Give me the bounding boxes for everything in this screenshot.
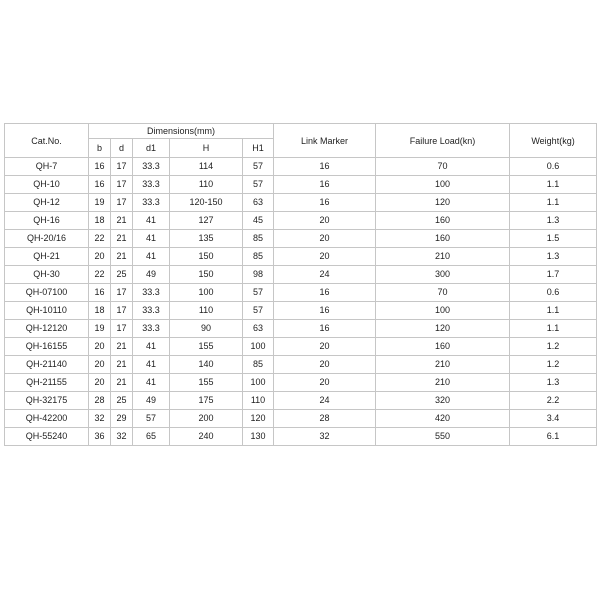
- cell-h1: 98: [243, 266, 274, 284]
- cell-h1: 57: [243, 284, 274, 302]
- cell-b: 20: [89, 338, 111, 356]
- cell-link-marker: 16: [274, 320, 376, 338]
- cell-failure-load: 420: [376, 410, 510, 428]
- cell-b: 19: [89, 320, 111, 338]
- cell-d1: 33.3: [133, 176, 170, 194]
- cell-failure-load: 120: [376, 194, 510, 212]
- table-row: [5, 320, 597, 338]
- table-row: [5, 230, 597, 248]
- cell-d1: 33.3: [133, 194, 170, 212]
- cell-cat-no: QH-21: [5, 248, 89, 266]
- cell-weight: 6.1: [510, 428, 597, 446]
- cell-d1: 41: [133, 374, 170, 392]
- cell-h1: 85: [243, 230, 274, 248]
- cell-b: 16: [89, 158, 111, 176]
- cell-cat-no: QH-21155: [5, 374, 89, 392]
- cell-d1: 41: [133, 230, 170, 248]
- cell-failure-load: 160: [376, 230, 510, 248]
- cell-d: 21: [111, 212, 133, 230]
- header-d1: d1: [133, 139, 170, 158]
- cell-link-marker: 16: [274, 284, 376, 302]
- cell-link-marker: 16: [274, 302, 376, 320]
- table-row: [5, 158, 597, 176]
- cell-link-marker: 20: [274, 212, 376, 230]
- cell-weight: 1.1: [510, 176, 597, 194]
- cell-b: 20: [89, 248, 111, 266]
- cell-h1: 130: [243, 428, 274, 446]
- cell-failure-load: 70: [376, 158, 510, 176]
- cell-h1: 63: [243, 194, 274, 212]
- cell-weight: 1.3: [510, 374, 597, 392]
- table-row: [5, 392, 597, 410]
- cell-d: 21: [111, 356, 133, 374]
- cell-d: 32: [111, 428, 133, 446]
- table-row: [5, 284, 597, 302]
- cell-h: 100: [170, 284, 243, 302]
- cell-d1: 41: [133, 248, 170, 266]
- cell-cat-no: QH-32175: [5, 392, 89, 410]
- cell-b: 22: [89, 230, 111, 248]
- cell-h: 90: [170, 320, 243, 338]
- table-row: [5, 428, 597, 446]
- cell-d: 17: [111, 158, 133, 176]
- cell-weight: 1.7: [510, 266, 597, 284]
- header-d: d: [111, 139, 133, 158]
- header-cat-no: Cat.No.: [5, 124, 89, 158]
- cell-d: 17: [111, 176, 133, 194]
- cell-d1: 65: [133, 428, 170, 446]
- cell-d: 17: [111, 302, 133, 320]
- cell-h: 155: [170, 374, 243, 392]
- table-row: [5, 176, 597, 194]
- header-h: H: [170, 139, 243, 158]
- header-weight: Weight(kg): [510, 124, 597, 158]
- cell-h1: 110: [243, 392, 274, 410]
- cell-d: 21: [111, 338, 133, 356]
- cell-h1: 85: [243, 248, 274, 266]
- table-row: [5, 410, 597, 428]
- cell-link-marker: 16: [274, 158, 376, 176]
- header-h1: H1: [243, 139, 274, 158]
- cell-link-marker: 16: [274, 176, 376, 194]
- cell-h1: 85: [243, 356, 274, 374]
- cell-h1: 57: [243, 302, 274, 320]
- table-row: [5, 338, 597, 356]
- cell-b: 19: [89, 194, 111, 212]
- cell-weight: 1.1: [510, 320, 597, 338]
- cell-failure-load: 100: [376, 302, 510, 320]
- cell-weight: 1.2: [510, 356, 597, 374]
- cell-cat-no: QH-42200: [5, 410, 89, 428]
- table-row: [5, 212, 597, 230]
- cell-d1: 49: [133, 392, 170, 410]
- table-row: [5, 248, 597, 266]
- cell-failure-load: 160: [376, 338, 510, 356]
- cell-failure-load: 320: [376, 392, 510, 410]
- cell-link-marker: 20: [274, 230, 376, 248]
- cell-d: 21: [111, 248, 133, 266]
- cell-cat-no: QH-16: [5, 212, 89, 230]
- cell-link-marker: 32: [274, 428, 376, 446]
- cell-failure-load: 300: [376, 266, 510, 284]
- cell-h1: 120: [243, 410, 274, 428]
- cell-d: 21: [111, 374, 133, 392]
- cell-h: 120-150: [170, 194, 243, 212]
- cell-cat-no: QH-7: [5, 158, 89, 176]
- cell-h: 155: [170, 338, 243, 356]
- cell-weight: 1.1: [510, 302, 597, 320]
- cell-d1: 41: [133, 212, 170, 230]
- cell-link-marker: 28: [274, 410, 376, 428]
- cell-b: 20: [89, 374, 111, 392]
- cell-cat-no: QH-10110: [5, 302, 89, 320]
- cell-failure-load: 100: [376, 176, 510, 194]
- cell-cat-no: QH-21140: [5, 356, 89, 374]
- header-failure-load: Failure Load(kn): [376, 124, 510, 158]
- cell-b: 28: [89, 392, 111, 410]
- cell-d1: 41: [133, 338, 170, 356]
- cell-weight: 1.2: [510, 338, 597, 356]
- cell-h: 200: [170, 410, 243, 428]
- cell-d1: 33.3: [133, 302, 170, 320]
- cell-b: 22: [89, 266, 111, 284]
- cell-b: 36: [89, 428, 111, 446]
- cell-failure-load: 550: [376, 428, 510, 446]
- header-dimensions: Dimensions(mm): [89, 124, 274, 139]
- cell-link-marker: 20: [274, 248, 376, 266]
- cell-failure-load: 160: [376, 212, 510, 230]
- cell-link-marker: 20: [274, 374, 376, 392]
- cell-d: 29: [111, 410, 133, 428]
- cell-cat-no: QH-30: [5, 266, 89, 284]
- cell-b: 16: [89, 176, 111, 194]
- cell-h: 135: [170, 230, 243, 248]
- cell-h: 240: [170, 428, 243, 446]
- table-row: [5, 356, 597, 374]
- cell-failure-load: 210: [376, 356, 510, 374]
- cell-h: 127: [170, 212, 243, 230]
- cell-h: 114: [170, 158, 243, 176]
- cell-h1: 100: [243, 338, 274, 356]
- cell-d: 21: [111, 230, 133, 248]
- cell-h1: 57: [243, 158, 274, 176]
- cell-d1: 49: [133, 266, 170, 284]
- cell-h: 110: [170, 302, 243, 320]
- cell-link-marker: 24: [274, 392, 376, 410]
- cell-weight: 0.6: [510, 284, 597, 302]
- cell-b: 20: [89, 356, 111, 374]
- cell-cat-no: QH-16155: [5, 338, 89, 356]
- cell-weight: 1.5: [510, 230, 597, 248]
- cell-link-marker: 24: [274, 266, 376, 284]
- cell-weight: 2.2: [510, 392, 597, 410]
- spec-table: [4, 123, 597, 446]
- table-row: [5, 266, 597, 284]
- cell-failure-load: 70: [376, 284, 510, 302]
- cell-d1: 41: [133, 356, 170, 374]
- cell-b: 18: [89, 212, 111, 230]
- cell-failure-load: 120: [376, 320, 510, 338]
- cell-weight: 1.3: [510, 248, 597, 266]
- cell-d: 17: [111, 194, 133, 212]
- cell-link-marker: 20: [274, 338, 376, 356]
- cell-d1: 33.3: [133, 320, 170, 338]
- cell-b: 18: [89, 302, 111, 320]
- cell-cat-no: QH-07100: [5, 284, 89, 302]
- cell-cat-no: QH-20/16: [5, 230, 89, 248]
- cell-h: 175: [170, 392, 243, 410]
- cell-d: 25: [111, 392, 133, 410]
- cell-d: 25: [111, 266, 133, 284]
- cell-h: 110: [170, 176, 243, 194]
- header-link-marker: Link Marker: [274, 124, 376, 158]
- cell-weight: 3.4: [510, 410, 597, 428]
- cell-h1: 63: [243, 320, 274, 338]
- cell-cat-no: QH-10: [5, 176, 89, 194]
- cell-link-marker: 16: [274, 194, 376, 212]
- cell-h1: 57: [243, 176, 274, 194]
- cell-h: 150: [170, 248, 243, 266]
- cell-link-marker: 20: [274, 356, 376, 374]
- cell-h: 140: [170, 356, 243, 374]
- cell-d: 17: [111, 320, 133, 338]
- cell-weight: 1.3: [510, 212, 597, 230]
- cell-d1: 33.3: [133, 158, 170, 176]
- cell-weight: 0.6: [510, 158, 597, 176]
- cell-d: 17: [111, 284, 133, 302]
- cell-h: 150: [170, 266, 243, 284]
- table-row: [5, 302, 597, 320]
- cell-cat-no: QH-12120: [5, 320, 89, 338]
- header-b: b: [89, 139, 111, 158]
- cell-cat-no: QH-12: [5, 194, 89, 212]
- cell-d1: 57: [133, 410, 170, 428]
- table-row: [5, 374, 597, 392]
- cell-d1: 33.3: [133, 284, 170, 302]
- header-row-top: [5, 124, 597, 139]
- cell-b: 16: [89, 284, 111, 302]
- cell-failure-load: 210: [376, 374, 510, 392]
- cell-h1: 45: [243, 212, 274, 230]
- cell-b: 32: [89, 410, 111, 428]
- cell-weight: 1.1: [510, 194, 597, 212]
- cell-h1: 100: [243, 374, 274, 392]
- cell-failure-load: 210: [376, 248, 510, 266]
- cell-cat-no: QH-55240: [5, 428, 89, 446]
- table-row: [5, 194, 597, 212]
